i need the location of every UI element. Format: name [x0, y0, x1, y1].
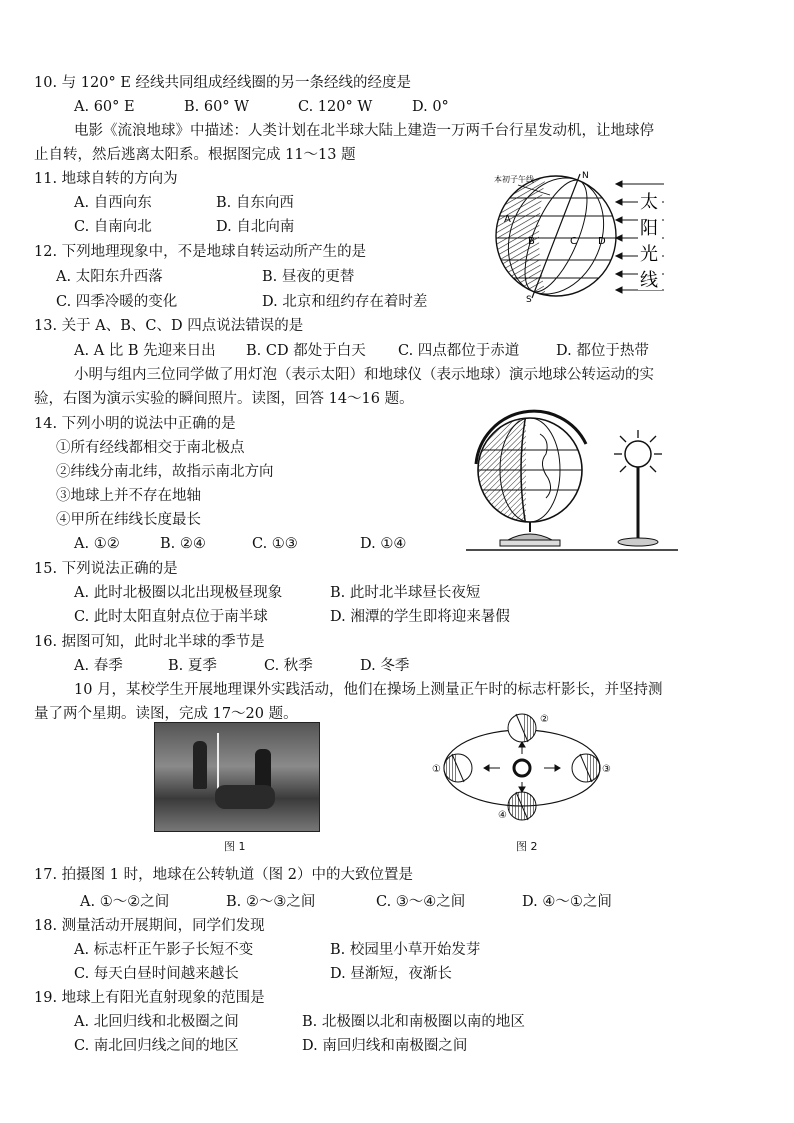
- q18-option-d[interactable]: D. 昼渐短，夜渐长: [330, 966, 452, 982]
- q16-option-a[interactable]: A. 春季: [74, 658, 123, 674]
- q18-option-c[interactable]: C. 每天白昼时间越来越长: [74, 966, 239, 982]
- passage1-line1: 电影《流浪地球》中描述：人类计划在北半球大陆上建造一万两千台行星发动机，让地球停: [74, 123, 654, 139]
- sunlight-char-2: 阳: [640, 218, 658, 239]
- q19-stem: 19. 地球上有阳光直射现象的范围是: [34, 990, 265, 1006]
- sunlight-char-4: 线: [640, 270, 658, 291]
- q15-option-d[interactable]: D. 湘潭的学生即将迎来暑假: [330, 609, 510, 625]
- q14-statement-2: ②纬线分南北纬，故指示南北方向: [56, 464, 274, 480]
- q14-stem: 14. 下列小明的说法中正确的是: [34, 416, 236, 432]
- q11-option-b[interactable]: B. 自东向西: [216, 195, 294, 211]
- q16-option-c[interactable]: C. 秋季: [264, 658, 313, 674]
- orbit-marker-3: ③: [602, 764, 611, 775]
- q14-statement-1: ①所有经线都相交于南北极点: [56, 440, 245, 456]
- globe-lamp-figure: [456, 404, 688, 552]
- q15-option-a[interactable]: A. 此时北极圈以北出现极昼现象: [74, 585, 283, 601]
- q11-stem: 11. 地球自转的方向为: [34, 171, 178, 187]
- q10-option-d[interactable]: D. 0°: [412, 99, 449, 115]
- q12-option-a[interactable]: A. 太阳东升西落: [56, 269, 163, 285]
- q12-option-c[interactable]: C. 四季冷暖的变化: [56, 294, 178, 310]
- q16-stem: 16. 据图可知，此时北半球的季节是: [34, 634, 265, 650]
- orbit-marker-4: ④: [498, 810, 507, 821]
- q12-option-b[interactable]: B. 昼夜的更替: [262, 269, 355, 285]
- passage1-line2: 止自转，然后逃离太阳系。根据图完成 11～13 题: [34, 147, 356, 163]
- figure1-caption: 图 1: [224, 840, 246, 853]
- q10-option-c[interactable]: C. 120° W: [298, 99, 373, 115]
- sunlight-char-1: 太: [640, 192, 658, 213]
- q10-option-b[interactable]: B. 60° W: [184, 99, 250, 115]
- q11-option-a[interactable]: A. 自西向东: [74, 195, 152, 211]
- q18-option-a[interactable]: A. 标志杆正午影子长短不变: [74, 942, 254, 958]
- q16-option-d[interactable]: D. 冬季: [360, 658, 410, 674]
- q13-stem: 13. 关于 A、B、C、D 四点说法错误的是: [34, 318, 304, 334]
- q19-option-d[interactable]: D. 南回归线和南极圈之间: [302, 1038, 468, 1054]
- q17-option-b[interactable]: B. ②～③之间: [226, 894, 316, 910]
- q16-option-b[interactable]: B. 夏季: [168, 658, 217, 674]
- figure2-caption: 图 2: [516, 840, 538, 853]
- q13-option-b[interactable]: B. CD 都处于白天: [246, 343, 366, 359]
- prime-meridian-label: 本初子午线: [494, 175, 534, 184]
- student-silhouette: [193, 741, 207, 789]
- south-label: S: [526, 295, 532, 304]
- point-d: D: [598, 236, 606, 247]
- q18-option-b[interactable]: B. 校园里小草开始发芽: [330, 942, 481, 958]
- q12-option-d[interactable]: D. 北京和纽约存在着时差: [262, 294, 428, 310]
- q14-option-c[interactable]: C. ①③: [252, 536, 298, 552]
- q17-stem: 17. 拍摄图 1 时，地球在公转轨道（图 2）中的大致位置是: [34, 867, 413, 883]
- q14-statement-4: ④甲所在纬线长度最长: [56, 512, 201, 528]
- orbit-marker-2: ①: [432, 764, 441, 775]
- q13-option-d[interactable]: D. 都位于热带: [556, 343, 649, 359]
- field-photo: [154, 722, 320, 832]
- q13-option-c[interactable]: C. 四点都位于赤道: [398, 343, 520, 359]
- q18-stem: 18. 测量活动开展期间，同学们发现: [34, 918, 265, 934]
- q15-option-c[interactable]: C. 此时太阳直射点位于南半球: [74, 609, 268, 625]
- q10-stem: 10. 与 120° E 经线共同组成经线圈的另一条经线的经度是: [34, 75, 412, 91]
- q19-option-c[interactable]: C. 南北回归线之间的地区: [74, 1038, 239, 1054]
- q17-option-d[interactable]: D. ④～①之间: [522, 894, 612, 910]
- point-c: C: [570, 236, 577, 247]
- orbit-marker-1: ②: [540, 714, 549, 725]
- q19-option-b[interactable]: B. 北极圈以北和南极圈以南的地区: [302, 1014, 525, 1030]
- q19-option-a[interactable]: A. 北回归线和北极圈之间: [74, 1014, 239, 1030]
- q10-option-a[interactable]: A. 60° E: [74, 99, 135, 115]
- q11-option-d[interactable]: D. 自北向南: [216, 219, 295, 235]
- q14-option-d[interactable]: D. ①④: [360, 536, 407, 552]
- q14-option-a[interactable]: A. ①②: [74, 536, 120, 552]
- q13-option-a[interactable]: A. A 比 B 先迎来日出: [74, 343, 216, 359]
- north-label: N: [582, 171, 589, 181]
- q15-stem: 15. 下列说法正确的是: [34, 561, 178, 577]
- passage2-line2: 验，右图为演示实验的瞬间照片。读图，回答 14～16 题。: [34, 391, 414, 407]
- q17-option-a[interactable]: A. ①～②之间: [80, 894, 170, 910]
- passage3-line1: 10 月，某校学生开展地理课外实践活动，他们在操场上测量正午时的标志杆影长，并坚持测: [74, 682, 663, 698]
- sunlight-char-3: 光: [640, 244, 658, 265]
- q14-statement-3: ③地球上并不存在地轴: [56, 488, 201, 504]
- point-b: B: [528, 236, 535, 247]
- passage3-line2: 量了两个星期。读图，完成 17～20 题。: [34, 706, 298, 722]
- q17-option-c[interactable]: C. ③～④之间: [376, 894, 466, 910]
- q15-option-b[interactable]: B. 此时北半球昼长夜短: [330, 585, 481, 601]
- passage2-line1: 小明与组内三位同学做了用灯泡（表示太阳）和地球仪（表示地球）演示地球公转运动的实: [74, 367, 654, 383]
- q12-stem: 12. 下列地理现象中，不是地球自转运动所产生的是: [34, 244, 367, 260]
- q11-option-c[interactable]: C. 自南向北: [74, 219, 152, 235]
- point-a: A: [504, 214, 511, 225]
- q14-option-b[interactable]: B. ②④: [160, 536, 206, 552]
- orbit-diagram: [428, 708, 616, 828]
- student-silhouette: [215, 785, 275, 809]
- earth-sunlight-figure: [488, 168, 678, 304]
